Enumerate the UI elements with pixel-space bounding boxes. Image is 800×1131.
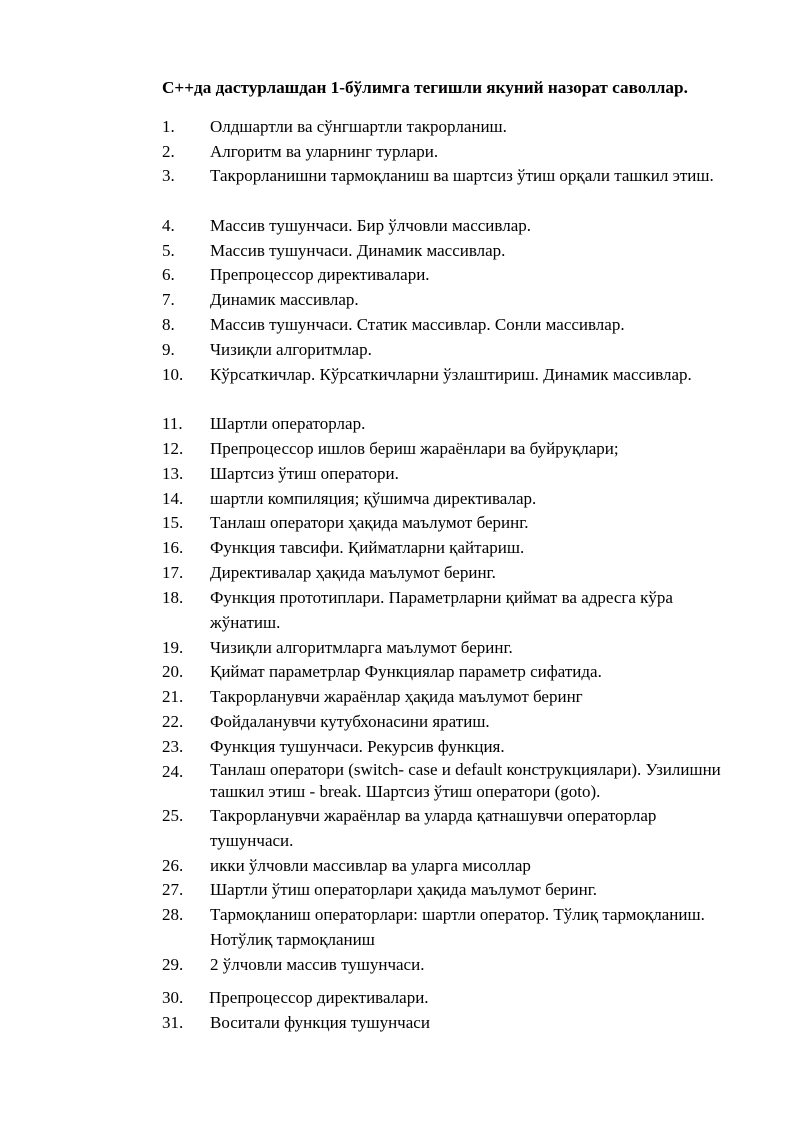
question-text: Фойдаланувчи кутубхонасини яратиш. bbox=[210, 712, 490, 731]
question-text: Директивалар ҳақида маълумот беринг. bbox=[210, 563, 496, 582]
question-number: 22. bbox=[162, 712, 184, 731]
question-number: 20. bbox=[162, 662, 184, 681]
question-number: 18. bbox=[162, 588, 184, 607]
question-number: 23. bbox=[162, 737, 184, 756]
question-text: Воситали функция тушунчаси bbox=[210, 1013, 430, 1032]
document-title: C++да дастурлашдан 1-бўлимга тегишли якуний назорат саволлар. bbox=[162, 78, 688, 97]
question-text: Кўрсаткичлар. Кўрсаткичларни ўзлаштириш. Динамик массивлар. bbox=[210, 365, 692, 384]
question-number: 27. bbox=[162, 880, 184, 899]
question-number: 1. bbox=[162, 117, 175, 136]
question-text: Қиймат параметрлар Функциялар параметр сифатида. bbox=[210, 662, 602, 681]
question-text: Препроцессор директивалари. bbox=[210, 265, 430, 284]
question-text: Танлаш оператори ҳақида маълумот беринг. bbox=[210, 513, 529, 532]
question-text: шартли компиляция; қўшимча директивалар. bbox=[210, 489, 537, 508]
question-text: Алгоритм ва уларнинг турлари. bbox=[210, 142, 439, 161]
question-text: Тармоқланиш операторлари: шартли оператор. Тўлиқ тармоқланиш. Нотўлиқ тармоқланиш bbox=[210, 905, 705, 949]
question-number: 25. bbox=[162, 806, 184, 825]
question-number: 17. bbox=[162, 563, 184, 582]
question-number: 4. bbox=[162, 216, 175, 235]
question-number: 31. bbox=[162, 1013, 184, 1032]
question-text: Препроцессор ишлов бериш жараёнлари ва буйруқлари; bbox=[210, 439, 619, 458]
question-number: 8. bbox=[162, 315, 175, 334]
question-text: икки ўлчовли массивлар ва уларга мисоллар bbox=[210, 856, 531, 875]
question-number: 24. bbox=[162, 762, 184, 781]
question-number: 2. bbox=[162, 142, 175, 161]
question-number: 6. bbox=[162, 265, 175, 284]
question-number: 19. bbox=[162, 638, 184, 657]
question-text: Функция тавсифи. Қийматларни қайтариш. bbox=[210, 538, 525, 557]
question-text: Массив тушунчаси. Динамик массивлар. bbox=[210, 241, 506, 260]
question-text: Шартсиз ўтиш оператори. bbox=[210, 464, 399, 483]
question-text: Чизиқли алгоритмларга маълумот беринг. bbox=[210, 638, 513, 657]
question-text: 2 ўлчовли массив тушунчаси. bbox=[210, 955, 425, 974]
question-text: Танлаш оператори (switch- case и default конструкциялари). Узилишни ташкил этиш - break. Шартсиз ўтиш оператори (goto). bbox=[210, 760, 721, 801]
question-number: 5. bbox=[162, 241, 175, 260]
question-number: 12. bbox=[162, 439, 184, 458]
question-text: Функция прототиплари. Параметрларни қиймат ва адресга кўра жўнатиш. bbox=[210, 588, 673, 632]
question-number: 26. bbox=[162, 856, 184, 875]
question-number: 9. bbox=[162, 340, 175, 359]
question-text: Такрорланишни тармоқланиш ва шартсиз ўтиш орқали ташкил этиш. bbox=[210, 166, 714, 185]
question-number: 7. bbox=[162, 290, 175, 309]
question-text: Такрорланувчи жараёнлар ҳақида маълумот беринг bbox=[210, 687, 583, 706]
question-text: Массив тушунчаси. Статик массивлар. Сонли массивлар. bbox=[210, 315, 625, 334]
question-text: Динамик массивлар. bbox=[210, 290, 359, 309]
question-text: Олдшартли ва сўнгшартли такрорланиш. bbox=[210, 117, 507, 136]
question-number: 3. bbox=[162, 166, 175, 185]
question-number: 16. bbox=[162, 538, 184, 557]
question-number: 21. bbox=[162, 687, 184, 706]
question-text: Препроцессор директивалари. bbox=[209, 988, 429, 1007]
question-text: Функция тушунчаси. Рекурсив функция. bbox=[210, 737, 505, 756]
question-text: Шартли ўтиш операторлари ҳақида маълумот беринг. bbox=[210, 880, 598, 899]
question-text: Чизиқли алгоритмлар. bbox=[210, 340, 372, 359]
question-number: 15. bbox=[162, 513, 184, 532]
question-number: 30. bbox=[162, 988, 184, 1007]
question-number: 28. bbox=[162, 905, 184, 924]
question-text: Шартли операторлар. bbox=[210, 414, 366, 433]
question-text: Такрорланувчи жараёнлар ва уларда қатнашувчи операторлар тушунчаси. bbox=[210, 806, 657, 850]
question-number: 11. bbox=[162, 414, 183, 433]
question-number: 29. bbox=[162, 955, 184, 974]
question-text: Массив тушунчаси. Бир ўлчовли массивлар. bbox=[210, 216, 531, 235]
question-number: 13. bbox=[162, 464, 184, 483]
question-number: 10. bbox=[162, 365, 184, 384]
question-number: 14. bbox=[162, 489, 184, 508]
